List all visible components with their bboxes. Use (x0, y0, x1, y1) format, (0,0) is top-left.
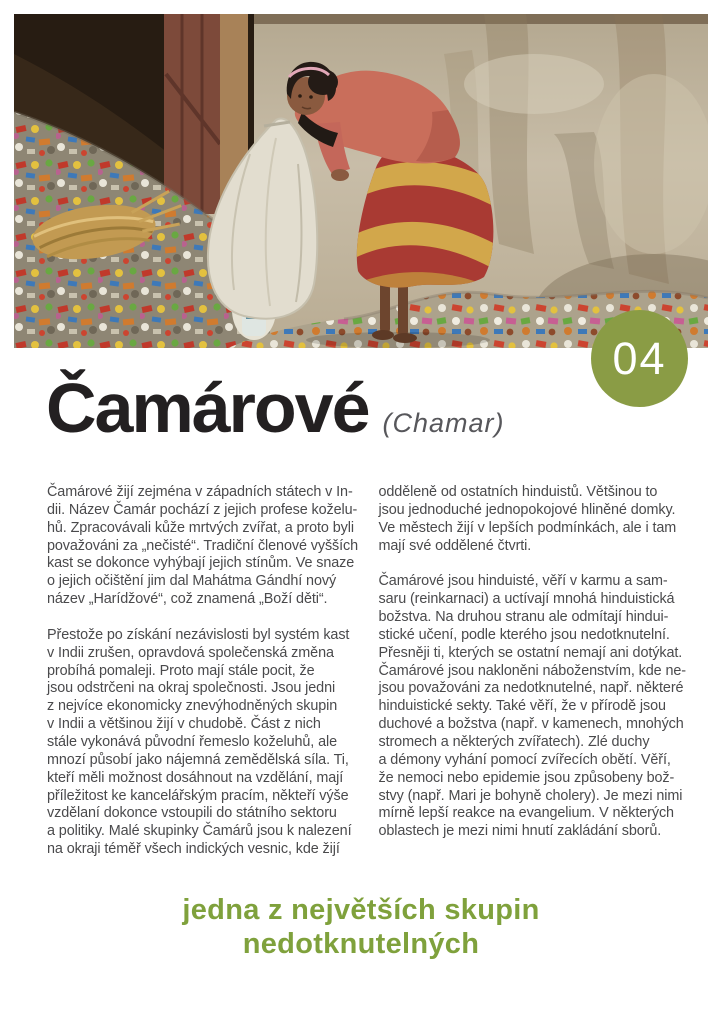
text-line: hů. Zpracovávali kůže mrtvých zvířat, a proto byli (47, 519, 354, 536)
text-line: název „Harídžové“, což znamená „Boží děti“. (47, 591, 328, 608)
footer-slogan-line: nedotknutelných (242, 928, 480, 960)
text-line: kteří měli možnost dosáhnout na vzdělání, mají (47, 769, 344, 786)
text-line: Přesněji ti, kterých se ostatní nemají ani dotýkat. (378, 644, 683, 661)
page-number-badge (591, 310, 688, 407)
text-line: Čamárové žijí zejména v západních státech v In- (47, 484, 353, 500)
page-number: 04 (612, 332, 667, 384)
text-line: vzdělaní dokonce vstoupili do státního sektoru (47, 805, 337, 822)
paragraph (47, 627, 360, 859)
text-line: Čamárové jsou hinduisté, věří v karmu a sam- (378, 573, 668, 590)
text-line: probíhá pomaleji. Proto mají stále pocit, že (47, 662, 315, 679)
article-body (47, 484, 691, 859)
text-line: a démony vyhání pomocí zvířecích obětí. Věří, (378, 751, 671, 768)
text-line: mají své oddělené čtvrti. (378, 537, 532, 554)
hero-photo (14, 14, 708, 348)
text-line: stvy (např. Mari je bohyně cholery). Je mezi nimi (378, 787, 683, 804)
text-line: příležitost ke kancelářským pracím, někteří výše (47, 787, 349, 804)
text-line: o jejich očištění jim dal Mahátma Gándhí nový (47, 573, 337, 590)
text-line: jsou odstrčeni na okraj společnosti. Jsou jedni (47, 680, 336, 697)
text-line: stromech a některých zvířatech). Zlé duchy (378, 733, 650, 750)
footer-slogan-line: jedna z největších skupin (182, 894, 540, 926)
text-column-right (379, 484, 692, 859)
paragraph (47, 484, 360, 609)
text-line: a politiky. Malé skupinky Čamárů jsou k nalezení (47, 823, 352, 840)
article-heading (46, 369, 505, 447)
hero-photo-illustration (14, 14, 708, 348)
paragraph (379, 484, 692, 555)
text-line: stické učení, podle kterého jsou nedotknutelní. (378, 626, 670, 643)
text-line: z nejvíce ekonomicky znevýhodněných skupin (47, 698, 338, 715)
paragraph (379, 573, 692, 841)
text-line: v Indii a většinou žijí v chudobě. Část z nich (47, 716, 321, 733)
text-line: Čamárové jsou nakloněni náboženstvím, kde ne- (378, 662, 686, 679)
footer-slogan (0, 893, 722, 961)
text-line: v Indii zrušen, opravdová společenská změna (47, 644, 334, 661)
text-line: považováni za „nečisté“. Tradiční členové vyšších (47, 537, 359, 554)
text-line: duchové a božstva (např. v kamenech, mnohých (378, 716, 684, 733)
text-line: že nemoci nebo epidemie jsou způsobeny bož- (378, 769, 675, 786)
text-line: odděleně od ostatních hinduistů. Většinou to (378, 484, 658, 500)
page-title: Čamárové (46, 369, 369, 447)
text-line: Ve městech žijí v lepších podmínkách, ale i tam (378, 519, 677, 536)
text-line: dii. Název Čamár pochází z jejich profese koželu- (47, 501, 358, 518)
text-line: oblastech je mezi nimi hnutí zakládání sborů. (378, 823, 662, 840)
text-line: jsou považováni za nedotknutelné, např. některé (378, 680, 684, 697)
text-line: Přestože po získání nezávislosti byl systém kast (47, 626, 350, 643)
page-subtitle: (Chamar) (382, 408, 505, 438)
text-line: mírně lepší reakce na evangelium. V některých (378, 805, 674, 822)
text-line: stále vykonává původní řemeslo koželuhů, ale (47, 733, 337, 750)
text-column-left (47, 484, 360, 859)
text-line: božstva. Na druhou stranu ale odmítají hindui- (378, 609, 669, 626)
text-line: na okraji téměř všech indických vesnic, kde žijí (47, 841, 340, 858)
text-line: kast se dokonce vyhýbají jejich stínům. Ve snaze (47, 555, 355, 572)
text-line: jsou jednoduché jednopokojové hliněné domky. (378, 501, 676, 518)
text-line: hinduistické sekty. Také věří, že v přírodě jsou (378, 698, 666, 715)
text-line: saru (reinkarnaci) a uctívají mnohá hinduistická (378, 591, 675, 608)
text-line: mnozí působí jako nájemná zemědělská síla. Ti, (47, 751, 349, 768)
